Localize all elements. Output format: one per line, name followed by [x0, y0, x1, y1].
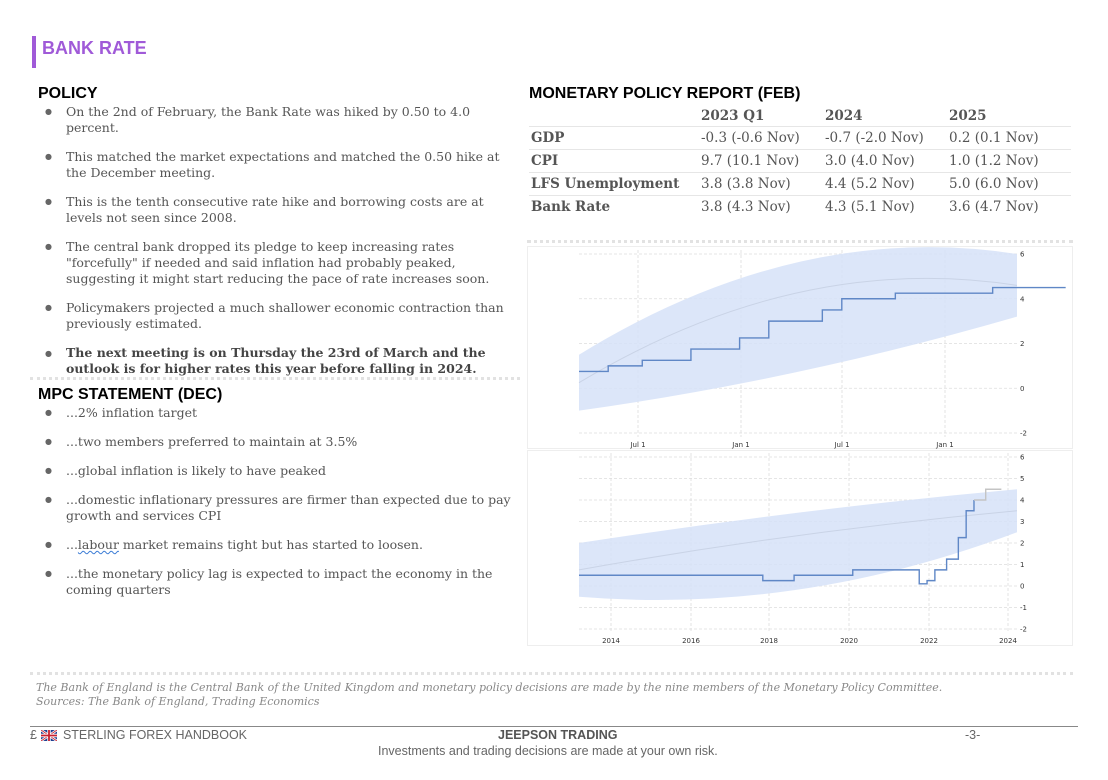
row-label: GDP	[529, 127, 699, 150]
footer-rule	[30, 726, 1078, 727]
table-cell: 3.0 (4.0 Nov)	[823, 150, 947, 173]
y-tick-label: 1	[1020, 561, 1025, 569]
sources-text: Sources: The Bank of England, Trading Economics	[36, 695, 320, 708]
y-tick-label: -2	[1020, 625, 1027, 634]
disclaimer: Investments and trading decisions are made at your own risk.	[378, 744, 718, 758]
table-cell: -0.7 (-2.0 Nov)	[823, 127, 947, 150]
column-header: 2024	[825, 108, 863, 124]
table-row	[529, 127, 1071, 150]
x-tick-label: 2014	[602, 637, 620, 645]
x-tick-label: Jul 1	[834, 441, 850, 449]
mpr-table	[529, 106, 1071, 218]
y-tick-label: 5	[1020, 475, 1025, 483]
y-tick-label: 0	[1020, 582, 1025, 591]
policy-bullet: ● Policymakers projected a much shallower economic contraction than previously estimated.	[38, 300, 514, 332]
mpc-bullet: ● ...two members preferred to maintain at 3.5%	[38, 434, 514, 450]
page-number: -3-	[965, 728, 981, 742]
mpc-bullet: ● ...labour market remains tight but has started to loosen.	[38, 537, 514, 553]
x-tick-label: Jan 1	[936, 441, 954, 449]
y-tick-label: -2	[1020, 429, 1027, 438]
column-header: 2025	[949, 108, 987, 124]
bank-rate-chart-long	[527, 450, 1073, 646]
mpc-heading: MPC STATEMENT (DEC)	[38, 386, 223, 403]
policy-bullet: ● This is the tenth consecutive rate hike and borrowing costs are at levels not seen since 2008.	[38, 194, 514, 226]
policy-bullet: ● This matched the market expectations and matched the 0.50 hike at the December meeting.	[38, 149, 514, 181]
x-tick-label: 2024	[999, 637, 1017, 645]
mpc-bullet: ● ...2% inflation target	[38, 405, 514, 421]
y-tick-label: 0	[1020, 384, 1025, 393]
mpc-list	[38, 405, 514, 598]
spellcheck-word[interactable]: labour	[77, 537, 119, 552]
x-tick-label: Jan 1	[732, 441, 750, 449]
brand-name: JEEPSON TRADING	[498, 728, 618, 742]
table-cell: 5.0 (6.0 Nov)	[947, 173, 1071, 196]
table-cell: 9.7 (10.1 Nov)	[699, 150, 823, 173]
mpc-bullet: ● ...global inflation is likely to have peaked	[38, 463, 514, 479]
table-cell: 1.0 (1.2 Nov)	[947, 150, 1071, 173]
footer-divider	[30, 672, 1073, 675]
table-cell: 3.6 (4.7 Nov)	[947, 196, 1071, 219]
y-tick-label: 2	[1020, 539, 1025, 548]
policy-list	[38, 104, 514, 377]
y-tick-label: 6	[1020, 250, 1025, 259]
mpr-heading: MONETARY POLICY REPORT (FEB)	[529, 85, 801, 102]
table-cell: 3.8 (4.3 Nov)	[699, 196, 823, 219]
x-tick-label: Jul 1	[630, 441, 646, 449]
table-cell: 4.4 (5.2 Nov)	[823, 173, 947, 196]
x-tick-label: 2016	[682, 637, 700, 645]
row-label: CPI	[529, 150, 699, 173]
row-label: Bank Rate	[529, 196, 699, 219]
x-tick-label: 2018	[760, 637, 778, 645]
y-tick-label: 3	[1020, 518, 1025, 526]
table-cell: -0.3 (-0.6 Nov)	[699, 127, 823, 150]
table-cell: 4.3 (5.1 Nov)	[823, 196, 947, 219]
uk-flag-icon	[41, 730, 57, 741]
table-row	[529, 173, 1071, 196]
table-divider	[527, 240, 1073, 243]
policy-bullet-next-meeting: ● The next meeting is on Thursday the 23rd of March and the outlook is for higher rates this year before falling in 2024.	[38, 345, 514, 377]
footnote	[36, 681, 942, 709]
table-cell: 0.2 (0.1 Nov)	[947, 127, 1071, 150]
y-tick-label: -1	[1020, 604, 1027, 612]
column-header: 2023 Q1	[701, 108, 765, 124]
policy-bullet: ● The central bank dropped its pledge to keep increasing rates "forcefully" if needed and said inflation had probably peaked, suggesting it might start reducing the pace of rate increases soon.	[38, 239, 514, 287]
policy-bullet: ● On the 2nd of February, the Bank Rate was hiked by 0.50 to 4.0 percent.	[38, 104, 514, 136]
y-tick-label: 2	[1020, 340, 1025, 348]
table-header-row	[529, 106, 1071, 127]
mpc-bullet: ● ...the monetary policy lag is expected to impact the economy in the coming quarters	[38, 566, 514, 598]
table-row	[529, 196, 1071, 219]
policy-heading: POLICY	[38, 85, 98, 102]
x-tick-label: 2020	[840, 637, 858, 645]
row-label: LFS Unemployment	[529, 173, 699, 196]
table-row	[529, 150, 1071, 173]
page-title: BANK RATE	[32, 36, 147, 68]
mpc-bullet: ● ...domestic inflationary pressures are firmer than expected due to pay growth and services CPI	[38, 492, 514, 524]
bank-rate-chart-short	[527, 246, 1073, 449]
footnote-text: The Bank of England is the Central Bank of the United Kingdom and monetary policy decisions are made by the nine members of the Monetary Policy Committee.	[36, 681, 943, 694]
section-divider	[30, 377, 520, 380]
handbook-title: STERLING FOREX HANDBOOK	[62, 728, 248, 742]
y-tick-label: 4	[1020, 496, 1025, 505]
table-cell: 3.8 (3.8 Nov)	[699, 173, 823, 196]
y-tick-label: 4	[1020, 295, 1025, 304]
column-header	[529, 106, 699, 127]
pound-icon: £	[30, 728, 37, 742]
y-tick-label: 6	[1020, 453, 1025, 462]
footer-left	[30, 728, 247, 742]
x-tick-label: 2022	[920, 637, 938, 645]
